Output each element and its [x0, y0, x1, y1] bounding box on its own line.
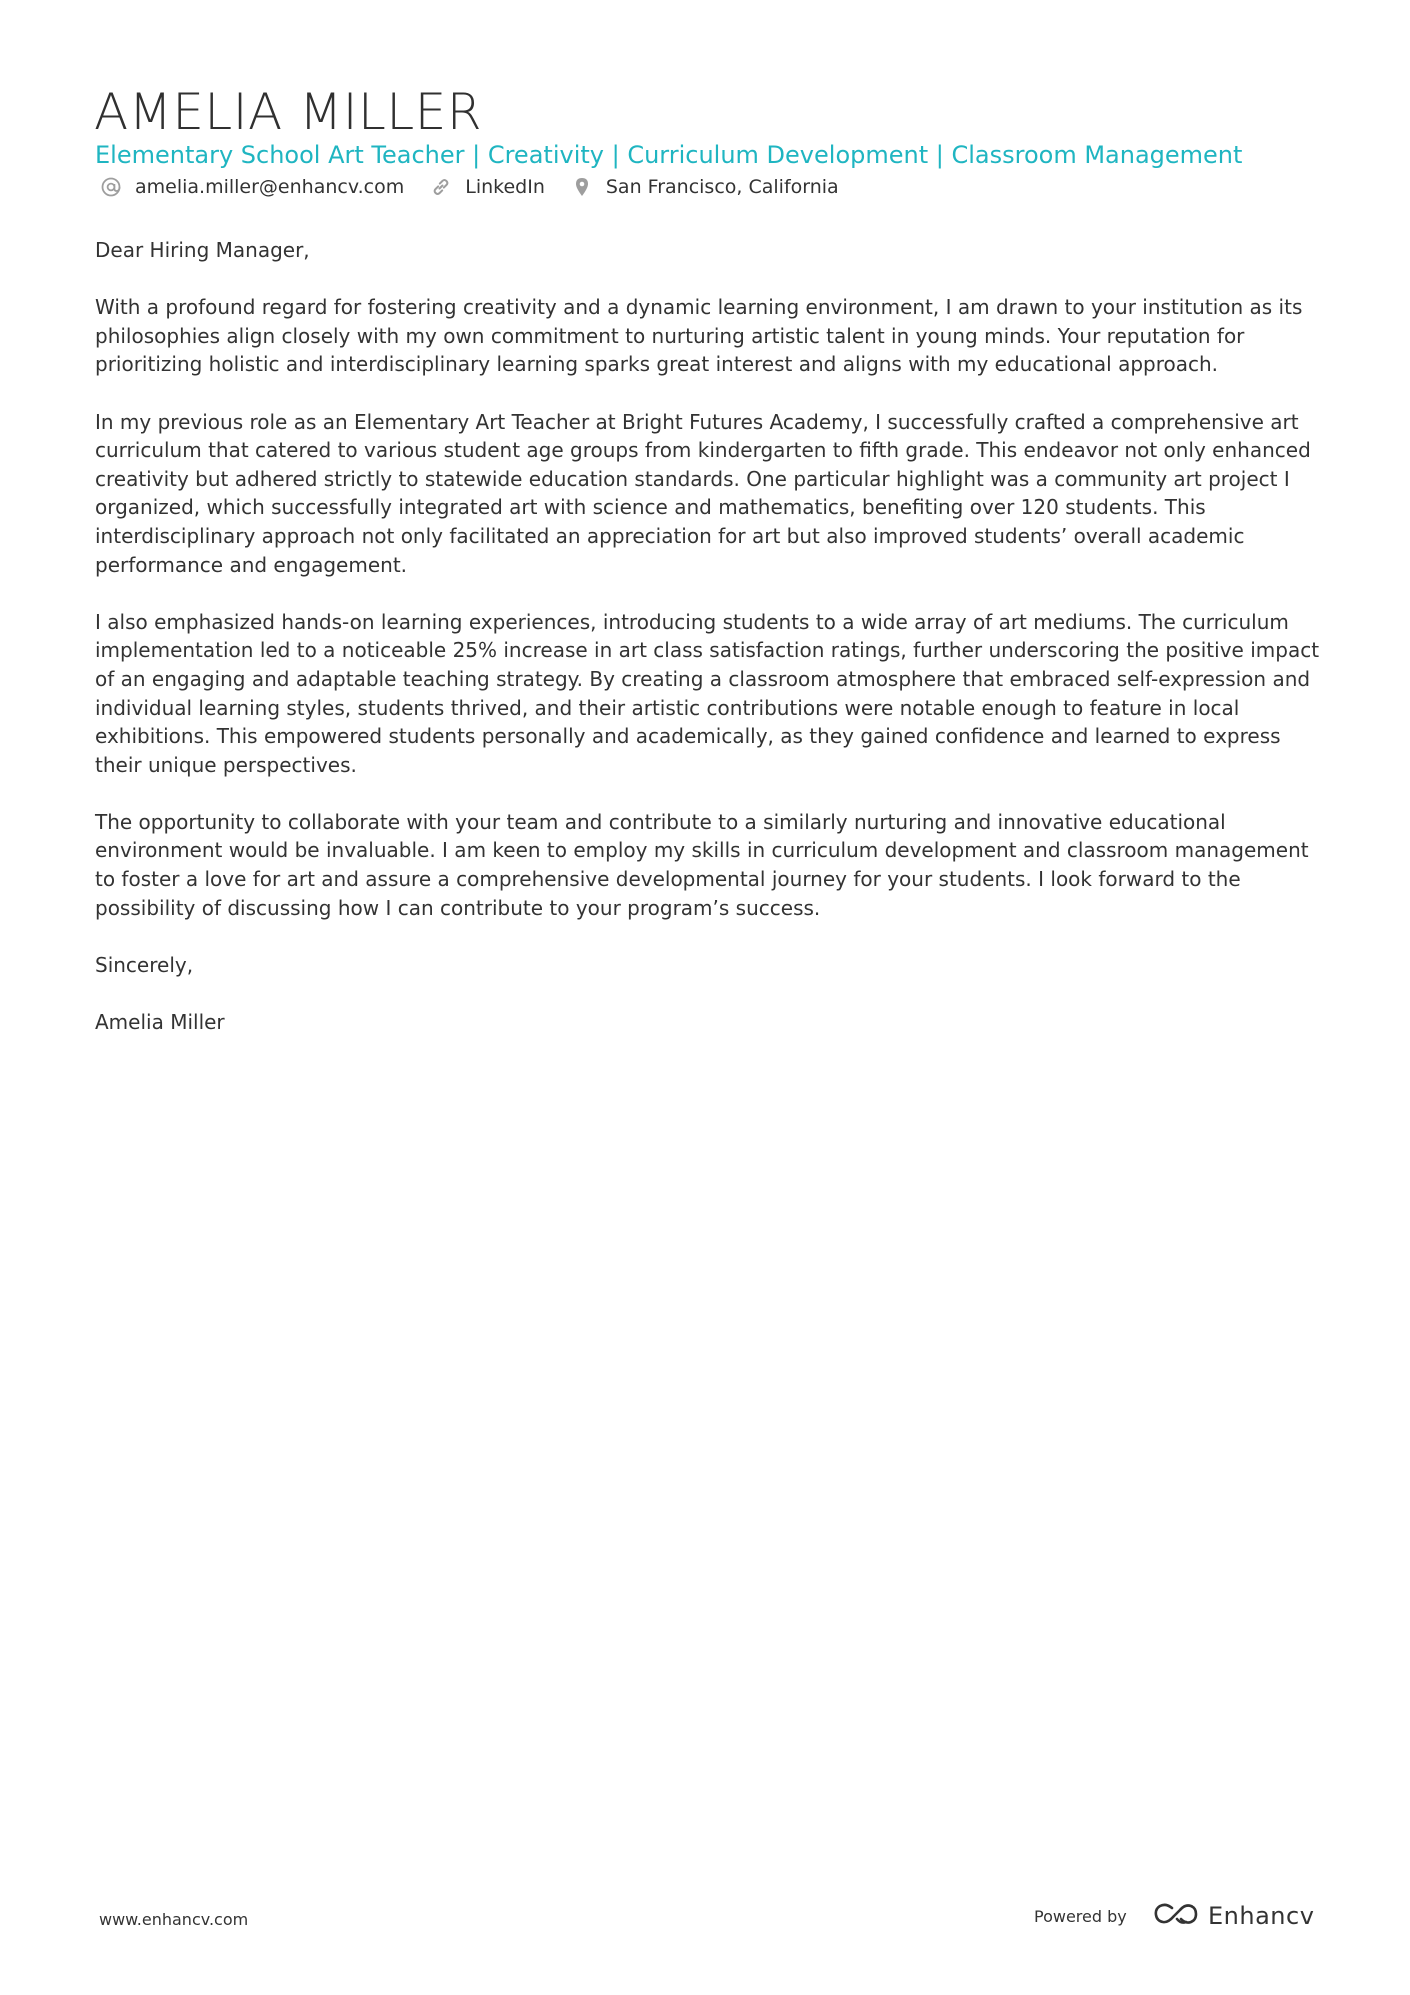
candidate-name: AMELIA MILLER	[94, 83, 483, 141]
powered-by-label: Powered by	[1034, 1907, 1127, 1926]
footer-website-link[interactable]: www.enhancv.com	[99, 1910, 249, 1929]
contact-email[interactable]	[100, 176, 404, 198]
closing: Sincerely,	[95, 952, 194, 977]
salutation: Dear Hiring Manager,	[95, 238, 310, 262]
letter-paragraph: The opportunity to collaborate with your team and contribute to a similarly nurturing and innovative educational environment would be invaluable. I am keen to employ my skills in curriculum development and classroom management to foster a love for art and assure a comprehensive developmental journey for your students. I look forward to the possibility of discussing how I can contribute to your program’s success.	[95, 809, 1309, 920]
contact-linkedin-text: LinkedIn	[465, 176, 545, 198]
letter-paragraph: I also emphasized hands-on learning experiences, introducing students to a wide array of art mediums. The curriculum implementation led to a noticeable 25% increase in art class satisfaction ratings, further underscoring the positive impact of an engaging and adaptable teaching strategy. By creating a classroom atmosphere that embraced self-expression and individual learning styles, students thrived, and their artistic contributions were notable enough to feature in local exhibitions. This empowered students personally and academically, as they gained confidence and learned to express their unique perspectives.	[95, 609, 1320, 777]
contact-location-text: San Francisco, California	[605, 176, 839, 198]
contact-bar	[100, 172, 865, 202]
contact-linkedin[interactable]	[430, 176, 545, 198]
link-icon	[430, 176, 452, 198]
location-pin-icon	[571, 176, 593, 198]
letter-paragraph: With a profound regard for fostering creativity and a dynamic learning environment, I am drawn to your institution as its philosophies align closely with my own commitment to nurturing artistic talent in young minds. Your reputation for prioritizing holistic and interdisciplinary learning sparks great interest and aligns with my educational approach.	[95, 295, 1303, 377]
letter-paragraph: In my previous role as an Elementary Art Teacher at Bright Futures Academy, I successfully crafted a comprehensive art curriculum that catered to various student age groups from kindergarten to fifth grade. This endeavor not only enhanced creativity but adhered strictly to statewide education standards. One particular highlight was a community art project I organized, which successfully integrated art with science and mathematics, benefiting over 120 students. This interdisciplinary approach not only facilitated an appreciation for art but also improved students’ overall academic performance and engagement.	[95, 409, 1311, 577]
enhancv-logo-icon	[1152, 1900, 1200, 1932]
enhancv-brand-name: Enhancv	[1208, 1902, 1315, 1930]
at-icon	[100, 176, 122, 198]
professional-headline: Elementary School Art Teacher | Creativity | Curriculum Development | Classroom Management	[95, 141, 1243, 169]
signature: Amelia Miller	[95, 1010, 225, 1035]
contact-location	[571, 176, 839, 198]
letter-body	[95, 236, 1325, 1065]
contact-email-text: amelia.miller@enhancv.com	[135, 176, 405, 198]
enhancv-brand[interactable]	[1152, 1896, 1314, 1936]
